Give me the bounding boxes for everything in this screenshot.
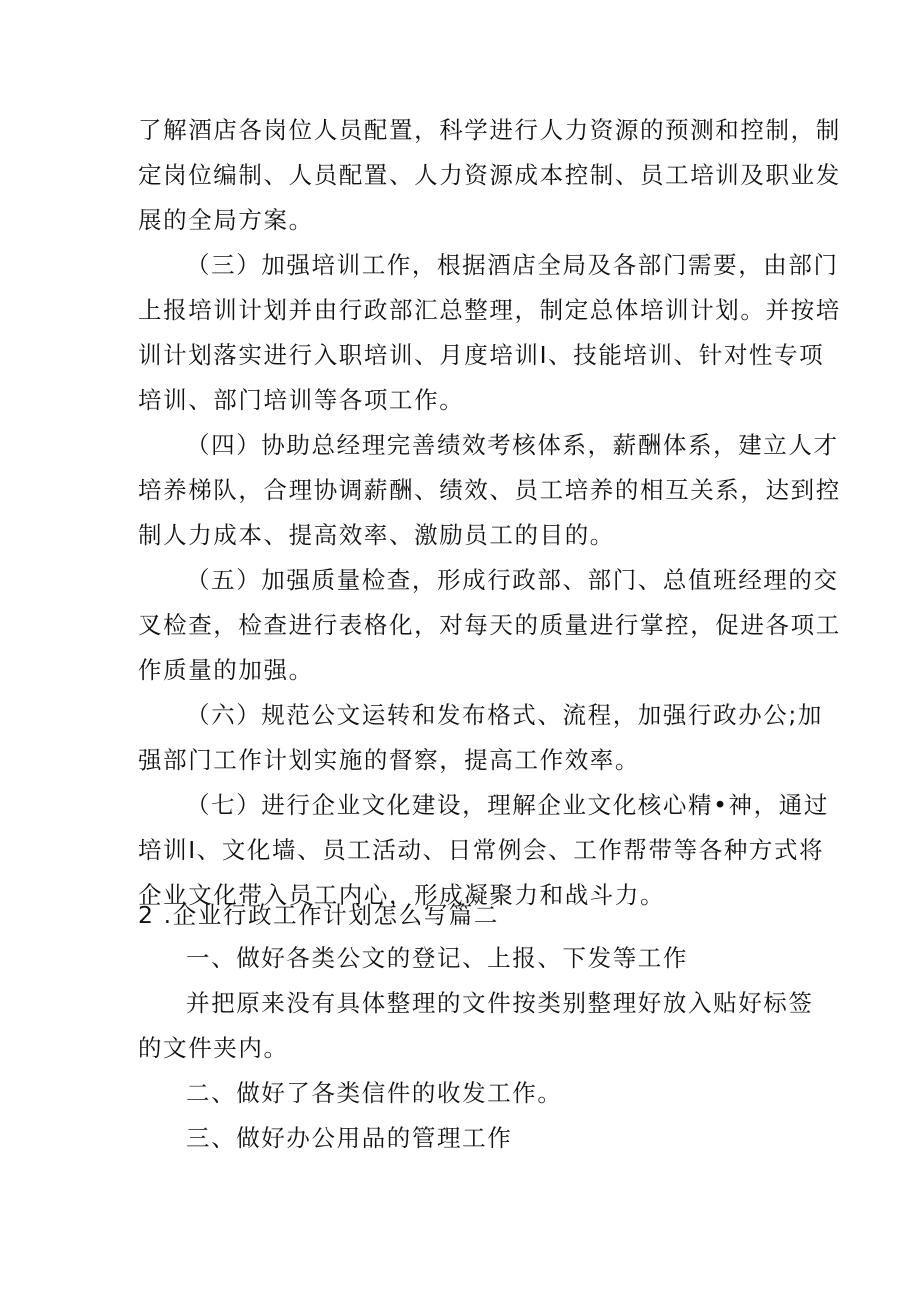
text-line: 企业文化带入员工内心，形成凝聚力和战斗力。: [138, 881, 666, 909]
text-line: （六）规范公文运转和发布格式、流程，加强行政办公;加: [186, 701, 824, 729]
text-line: 了解酒店各岗位人员配置，科学进行人力资源的预测和控制，制: [138, 116, 841, 144]
text-line: 培养梯队，合理协调薪酬、绩效、员工培养的相互关系，达到控: [138, 476, 841, 504]
text-line: （五）加强质量检查，形成行政部、部门、总值班经理的交: [186, 566, 839, 594]
item-office-supplies: [138, 1116, 788, 1161]
text-line: 训计划落实进行入职培训、月度培训I、技能培训、针对性专项: [138, 341, 825, 369]
paragraph-quality: [138, 558, 841, 693]
text-line: 定岗位编制、人员配置、人力资源成本控制、员工培训及职业发: [138, 161, 841, 189]
section-heading: [138, 893, 788, 938]
item-mail-handling: [138, 1071, 788, 1116]
text-line: 作质量的加强。: [138, 656, 314, 684]
text-line: 上报培训计划并由行政部汇总整理，制定总体培训计划。并按培: [138, 296, 841, 324]
text-line: 一、做好各类公文的登记、上报、下发等工作: [186, 944, 688, 972]
text-line: （七）进行企业文化建设，理解企业文化核心精•神，通过: [186, 791, 829, 819]
paragraph-performance: [138, 423, 841, 558]
item-file-folders: [138, 981, 814, 1071]
text-line: （四）协助总经理完善绩效考核体系，薪酬体系，建立人才: [186, 431, 839, 459]
text-line: （三）加强培训工作，根据酒店全局及各部门需要，由部门: [186, 251, 839, 279]
item-register-documents: [138, 936, 788, 981]
text-line: 叉检查，检查进行表格化，对每天的质量进行掌控，促进各项工: [138, 611, 841, 639]
text-line: 展的全局方案。: [138, 206, 314, 234]
text-line: 三、做好办公用品的管理工作: [186, 1124, 513, 1152]
text-line: 培训I、文化墙、员工活动、日常例会、工作帮带等各种方式将: [138, 836, 825, 864]
paragraph-staffing-plan: [138, 108, 841, 243]
text-line: 二、做好了各类信件的收发工作。: [186, 1079, 563, 1107]
text-line: 制人力成本、提高效率、激励员工的目的。: [138, 521, 615, 549]
text-line: 的文件夹内。: [138, 1034, 289, 1062]
paragraph-training: [138, 243, 841, 423]
text-line: 培训、部门培训等各项工作。: [138, 386, 465, 414]
paragraph-documents: [138, 693, 824, 783]
text-line: 并把原来没有具体整理的文件按类别整理好放入贴好标签: [186, 989, 814, 1017]
heading-text: 2 .企业行政工作计划怎么写篇二: [138, 901, 499, 929]
text-line: 强部门工作计划实施的督察，提高工作效率。: [138, 746, 640, 774]
